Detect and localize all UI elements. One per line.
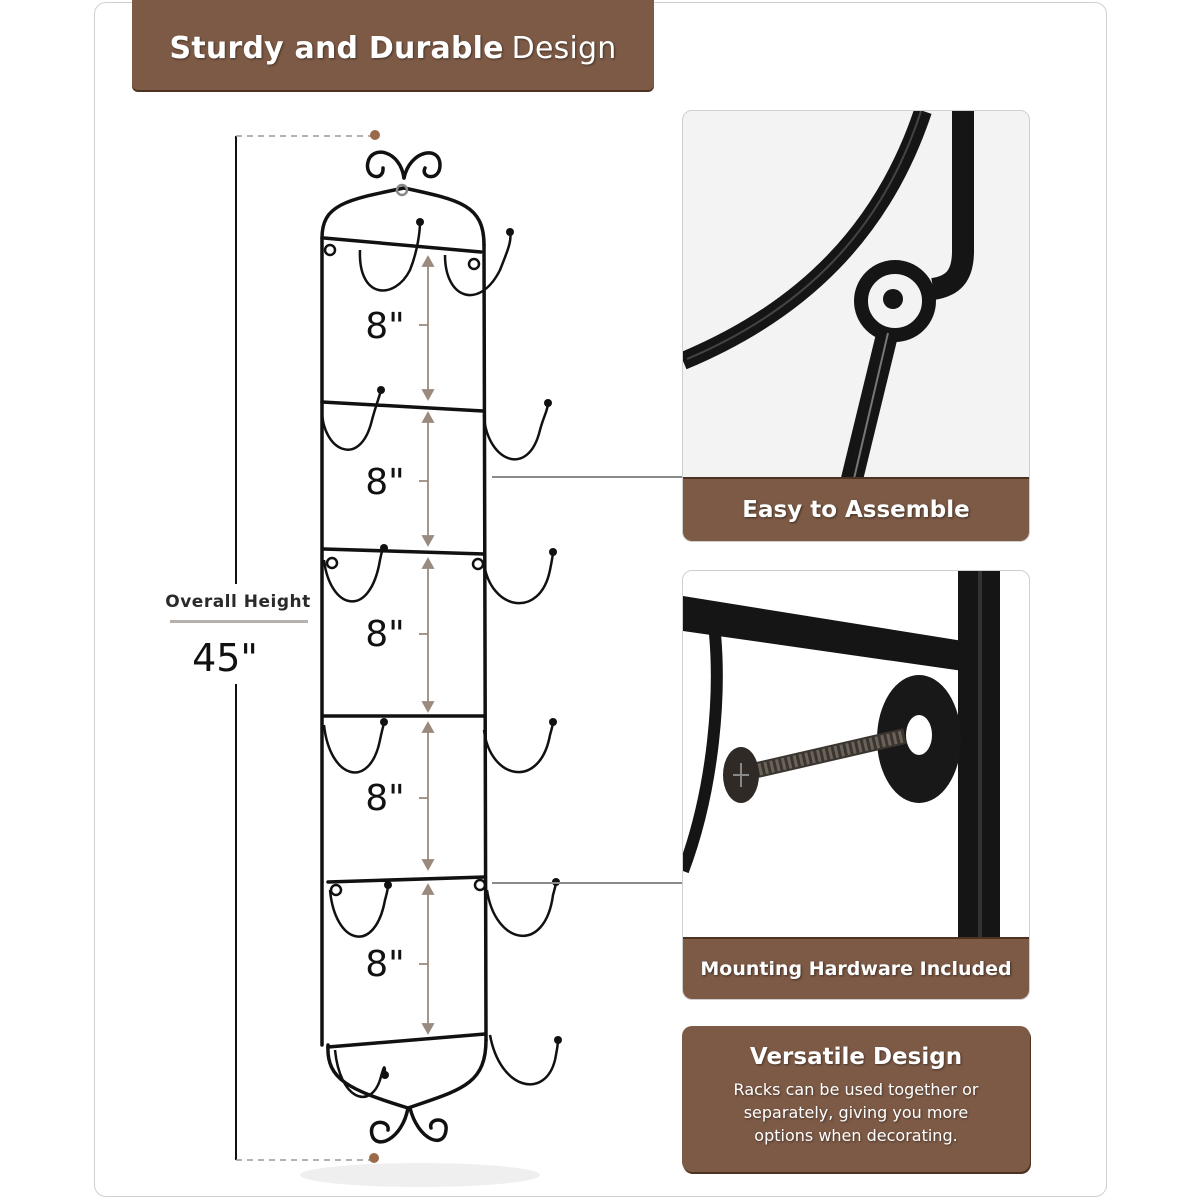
spacing-label: 8" — [365, 614, 405, 655]
versatile-body: Racks can be used together or separately, giving you more options when decorating. — [733, 1080, 979, 1145]
hook — [484, 552, 553, 603]
rack-hooks — [322, 222, 558, 1097]
hook — [484, 722, 553, 772]
screw-washer-closeup-image — [683, 571, 1029, 943]
caption-assemble: Easy to Assemble — [683, 477, 1029, 541]
spacing-label: 8" — [365, 944, 405, 985]
versatile-design-box — [682, 1026, 1030, 1172]
spacing-label: 8" — [365, 778, 405, 819]
versatile-title: Versatile Design — [749, 1044, 963, 1070]
title-bold: Sturdy and Durable — [169, 30, 504, 66]
feature-panel-hardware — [682, 570, 1030, 1000]
overall-height-divider — [170, 620, 308, 623]
hook — [487, 882, 556, 936]
floor-shadow — [300, 1163, 540, 1187]
spacing-label: 8" — [365, 462, 405, 503]
top-mount-point-icon — [370, 130, 380, 140]
connector-line-assemble — [492, 476, 682, 478]
spacing-arrows — [419, 257, 433, 1033]
hook — [490, 1035, 558, 1084]
caption-hardware: Mounting Hardware Included — [683, 937, 1029, 999]
hook — [484, 403, 548, 459]
title-light: Design — [511, 30, 617, 66]
hook — [324, 547, 384, 601]
hook — [322, 390, 381, 450]
hook — [324, 722, 384, 772]
overall-height-value: 45" — [192, 636, 258, 680]
feature-panel-assemble — [682, 110, 1030, 542]
spacing-label: 8" — [365, 306, 405, 347]
scroll-joint-closeup-image — [683, 111, 1029, 483]
connector-line-hardware — [492, 882, 682, 884]
overall-height-label: Overall Height — [165, 592, 311, 612]
hook — [360, 222, 420, 290]
bottom-mount-point-icon — [369, 1153, 379, 1163]
